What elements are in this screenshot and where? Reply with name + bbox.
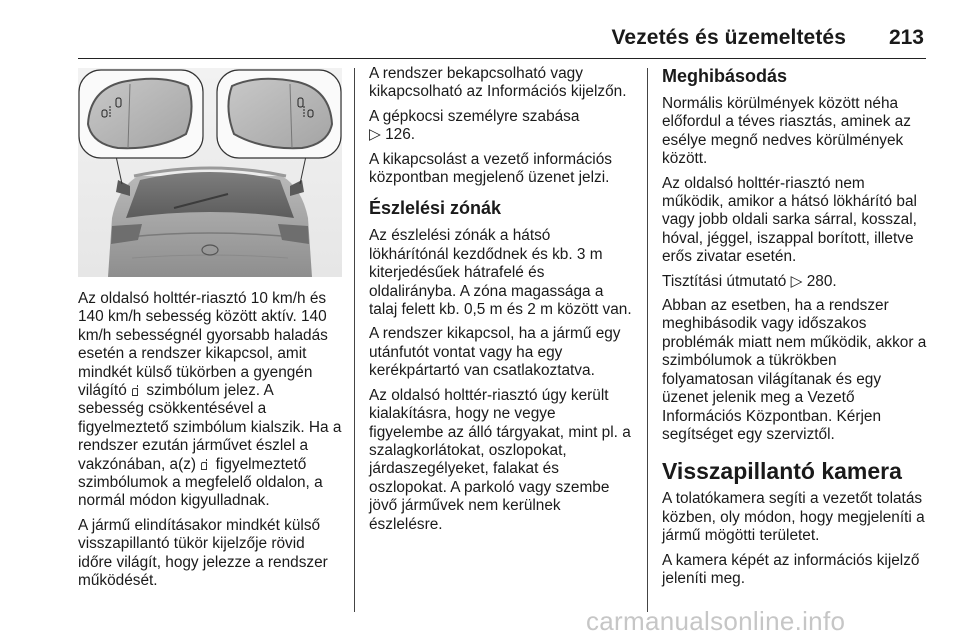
paragraph: Normális körülmények között néha előfordul a téves riasztás, aminek az esélye megnő nedves körülmények között. bbox=[662, 95, 911, 168]
section-title: Visszapillantó kamera bbox=[662, 458, 902, 485]
column-3 bbox=[662, 65, 928, 594]
paragraph: Az oldalsó holttér-riasztó nem működik, amikor a hátsó lökhárító bal vagy jobb oldali sarka sárral, kosszal, hóval, jéggel, iszappal borított, illetve erős zivatar esetén. bbox=[662, 174, 917, 266]
watermark: carmanualsonline.info bbox=[586, 606, 846, 636]
page-number: 213 bbox=[888, 26, 924, 49]
paragraph: A rendszer bekapcsolható vagy kikapcsolható az Információs kijelzőn. bbox=[369, 65, 627, 101]
column-divider-2 bbox=[647, 68, 648, 612]
column-2 bbox=[369, 65, 633, 540]
rear-window-icon bbox=[126, 172, 294, 218]
page-reference-arrow-icon: ▷ bbox=[790, 272, 803, 290]
paragraph: A jármű elindításakor mindkét külső visszapillantó tükör kijelzője rövid időre világít, hogy jelezze a rendszer működését. bbox=[78, 516, 328, 590]
page-reference-arrow-icon: ▷ bbox=[369, 126, 381, 144]
subheading: Észlelési zónák bbox=[369, 198, 502, 219]
paragraph: Az oldalsó holttér-riasztó úgy került kialakításra, hogy ne vegye figyelembe az álló tárgyakat, mint pl. a szalagkorlátokat, oszlopokat, járdaszegélyeket, falakat és oszlopokat. A parkoló vagy szembe jövő járművek nem kerülnek észlelésre. bbox=[369, 386, 631, 533]
column-1 bbox=[78, 290, 342, 597]
paragraph: A kikapcsolást a vezető információs központban megjelenő üzenet jelzi. bbox=[369, 150, 612, 187]
paragraph: A tolatókamera segíti a vezetőt tolatás közben, oly módon, hogy megjeleníti a jármű mögötti területet. bbox=[662, 490, 925, 545]
subheading: Meghibásodás bbox=[662, 66, 788, 86]
paragraph: A kamera képét az információs kijelző jeleníti meg. bbox=[662, 551, 920, 587]
paragraph: Abban az esetben, ha a rendszer meghibásodik vagy időszakos problémák miatt nem működik, akkor a szimbólumok a tükrökben folyamatosan világítanak és egy üzenet jelenik meg a Vezető Információs Központban. Kérjen segítséget egy szerviztől. bbox=[662, 297, 927, 443]
page-header bbox=[78, 22, 926, 59]
paragraph: Az oldalsó holttér-riasztó 10 km/h és 140 km/h sebesség között aktív. 140 km/h sebességnél gyorsabb haladás esetén a rendszer kikapcsol, amit mindkét külső tükörben a gyengén világító szimbólum jelez. A sebesség csökkentésével a figyelmeztető szimbólum kialszik. Ha a rendszer ezután járművet észlel a vakzónában, a(z) figyelmeztető szimbólumok a megfelelő oldalon, a normál módon kigyulladnak. bbox=[78, 290, 342, 510]
blind-spot-warning-icon bbox=[131, 385, 142, 396]
page-reference-link[interactable]: 280. bbox=[806, 272, 837, 290]
side-mirror-illustration bbox=[78, 68, 342, 277]
page-reference-link[interactable]: 126. bbox=[385, 126, 416, 144]
paragraph: A gépkocsi személyre szabása ▷ 126. bbox=[369, 107, 580, 144]
blind-spot-warning-icon bbox=[200, 459, 211, 470]
paragraph: Tisztítási útmutató ▷ 280. bbox=[662, 272, 837, 290]
paragraph: Az észlelési zónák a hátsó lökhárítónál kezdődnek és kb. 3 m kiterjedésűek hátrafelé és oldalirányba. A zóna magassága a talaj felett kb. 0,5 m és 2 m között van. bbox=[369, 227, 632, 319]
paragraph: A rendszer kikapcsol, ha a jármű egy utánfutót vontat vagy ha egy kerékpártartó van csatlakoztatva. bbox=[369, 325, 621, 380]
column-divider-1 bbox=[354, 68, 355, 612]
chapter-title: Vezetés és üzemeltetés bbox=[611, 26, 846, 49]
